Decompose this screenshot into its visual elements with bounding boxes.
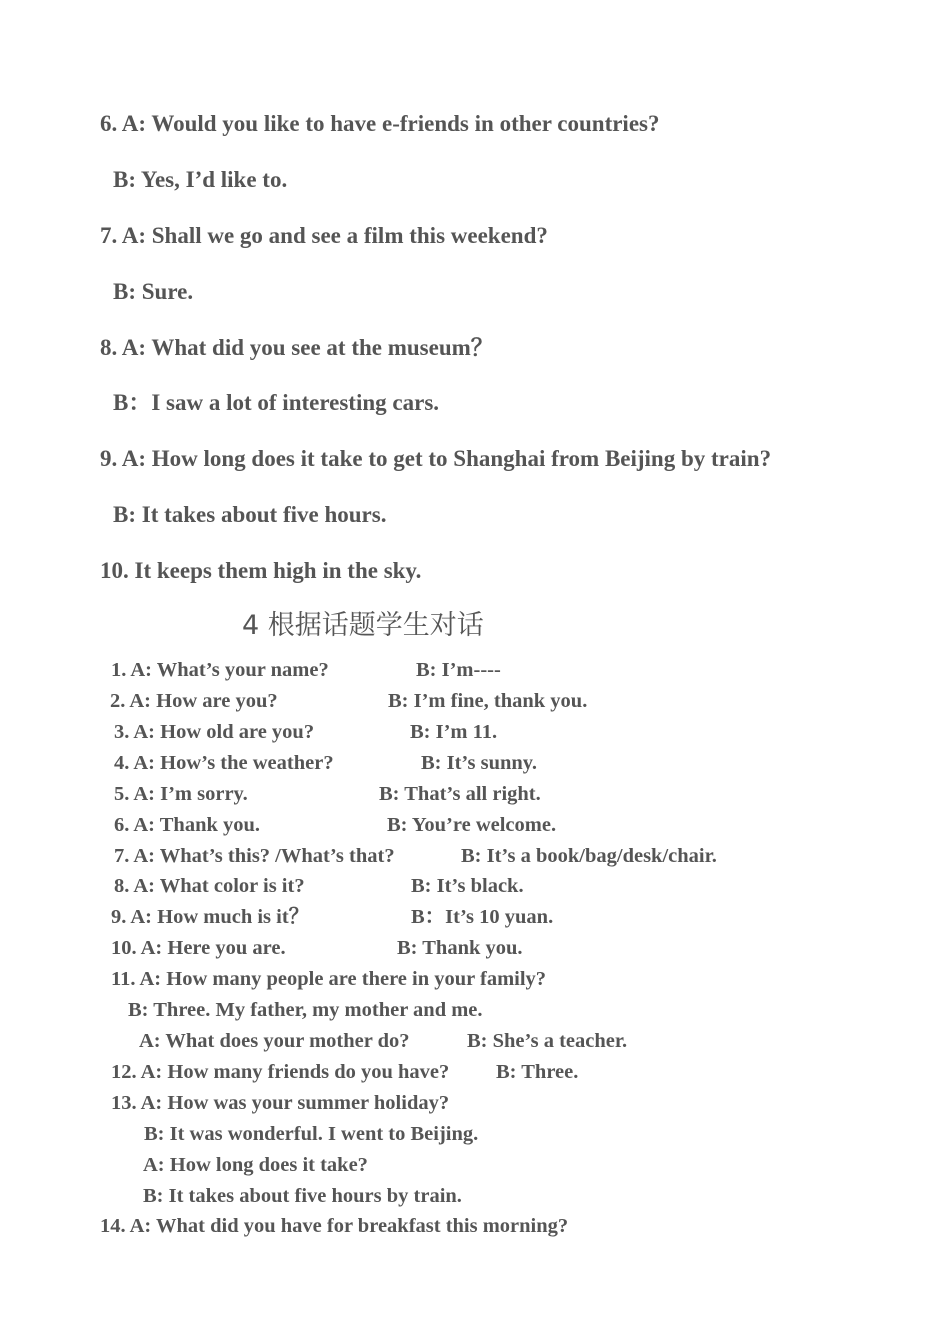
- dialogue-13-c: A: How long does it take?: [143, 1154, 368, 1176]
- dialogue-12-b: B: Three.: [496, 1061, 579, 1083]
- dialogue-7-b: B: It’s a book/bag/desk/chair.: [461, 845, 717, 867]
- dialogue-line-10: 10. It keeps them high in the sky.: [100, 558, 422, 583]
- dialogue-line-7b: B: Sure.: [113, 279, 194, 304]
- dialogue-13-b: B: It was wonderful. I went to Beijing.: [144, 1123, 479, 1145]
- dialogue-8-b: B: It’s black.: [411, 875, 524, 897]
- dialogue-line-9b: B: It takes about five hours.: [113, 502, 387, 527]
- dialogue-8-a: 8. A: What color is it?: [114, 875, 305, 897]
- dialogue-6-b: B: You’re welcome.: [387, 814, 557, 836]
- dialogue-1-a: 1. A: What’s your name?: [111, 659, 329, 681]
- dialogue-2-a: 2. A: How are you?: [110, 690, 278, 712]
- dialogue-10-a: 10. A: Here you are.: [111, 937, 286, 959]
- dialogue-1-b: B: I’m----: [416, 659, 501, 681]
- dialogue-11-c: A: What does your mother do?: [139, 1030, 410, 1052]
- dialogue-line-6a: 6. A: Would you like to have e-friends in other countries?: [100, 111, 660, 136]
- dialogue-3-b: B: I’m 11.: [410, 721, 498, 743]
- dialogue-6-a: 6. A: Thank you.: [114, 814, 261, 836]
- dialogue-line-7a: 7. A: Shall we go and see a film this weekend?: [100, 223, 548, 248]
- dialogue-13-d: B: It takes about five hours by train.: [143, 1185, 462, 1207]
- dialogue-12-a: 12. A: How many friends do you have?: [111, 1061, 450, 1083]
- dialogue-4-a: 4. A: How’s the weather?: [114, 752, 334, 774]
- dialogue-7-a: 7. A: What’s this? /What’s that?: [114, 845, 395, 867]
- dialogue-14-a: 14. A: What did you have for breakfast this morning?: [100, 1215, 569, 1237]
- dialogue-13-a: 13. A: How was your summer holiday?: [111, 1092, 450, 1114]
- dialogue-11-a: 11. A: How many people are there in your family?: [111, 968, 547, 990]
- section-heading: 4 根据话题学生对话: [242, 610, 484, 641]
- dialogue-line-9a: 9. A: How long does it take to get to Shanghai from Beijing by train?: [100, 446, 772, 471]
- dialogue-2-b: B: I’m fine, thank you.: [388, 690, 588, 712]
- dialogue-10-b: B: Thank you.: [397, 937, 523, 959]
- dialogue-5-a: 5. A: I’m sorry.: [114, 783, 248, 805]
- dialogue-line-8b: B：I saw a lot of interesting cars.: [113, 390, 440, 415]
- dialogue-11-d: B: She’s a teacher.: [467, 1030, 628, 1052]
- dialogue-4-b: B: It’s sunny.: [421, 752, 538, 774]
- dialogue-9-b: B：It’s 10 yuan.: [411, 906, 554, 928]
- dialogue-3-a: 3. A: How old are you?: [114, 721, 315, 743]
- dialogue-line-8a: 8. A: What did you see at the museum？: [100, 335, 494, 360]
- dialogue-11-b: B: Three. My father, my mother and me.: [128, 999, 483, 1021]
- dialogue-line-6b: B: Yes, I’d like to.: [113, 167, 288, 192]
- dialogue-5-b: B: That’s all right.: [379, 783, 541, 805]
- dialogue-9-a: 9. A: How much is it？: [111, 906, 310, 928]
